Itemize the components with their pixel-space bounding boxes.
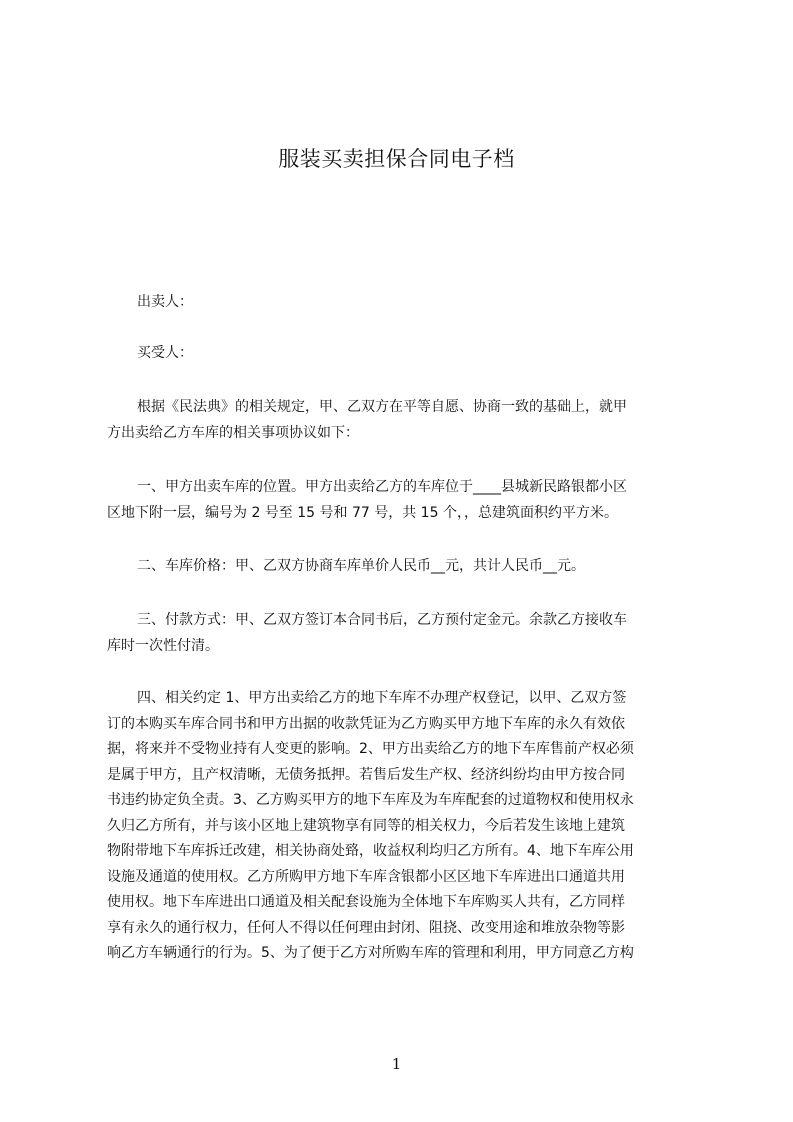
paragraph-line: 区地下附一层，编号为 2 号至 15 号和 77 号，共 15 个，，总建筑面积约平方米。 [107, 504, 618, 521]
paragraph-line: 库时一次性付清。 [107, 637, 219, 654]
intro-paragraph [107, 395, 699, 446]
paragraph-line: 久归乙方所有，并与该小区地上建筑物享有同等的相关权力，今后若发生该地上建筑 [107, 817, 625, 834]
document-title: 服装买卖担保合同电子档 [278, 147, 515, 171]
clause-1-paragraph [107, 475, 699, 526]
paragraph-line: 是属于甲方，且产权清晰，无债务抵押。若售后发生产权、经济纠纷均由甲方按合同 [107, 766, 625, 783]
paragraph-line: 二、车库价格：甲、乙双方协商车库单价人民币__元，共计人民币__元。 [137, 558, 585, 574]
clause-3-paragraph [107, 608, 699, 659]
paragraph-line: 享有永久的通行权力，任何人不得以任何理由封闭、阻挠、改变用途和堆放杂物等影 [107, 919, 625, 936]
clause-4-paragraph [107, 686, 699, 967]
seller-label: 出卖人： [137, 294, 193, 310]
paragraph-line: 响乙方车辆通行的行为。5、为了便于乙方对所购车库的管理和利用，甲方同意乙方构 [107, 945, 634, 961]
paragraph-line: 书违约协定负全责。3、乙方购买甲方的地下车库及为车库配套的过道物权和使用权永 [107, 792, 634, 808]
page-number: 1 [391, 1055, 402, 1073]
buyer-line [107, 341, 699, 367]
paragraph-line: 据，将来并不受物业持有人变更的影响。2、甲方出卖给乙方的地下车库售前产权必须 [107, 741, 634, 757]
paragraph-line: 三、付款方式：甲、乙双方签订本合同书后，乙方预付定金元。余款乙方接收车 [137, 612, 627, 628]
paragraph-line: 物附带地下车库拆迁改建，相关协商处臵，收益权利均归乙方所有。4、地下车库公用 [107, 843, 634, 859]
paragraph-line: 方出卖给乙方车库的相关事项协议如下： [107, 424, 359, 441]
seller-line [107, 290, 699, 316]
paragraph-line: 设施及通道的使用权。乙方所购甲方地下车库含银都小区区地下车库进出口通道共用 [107, 868, 625, 885]
paragraph-line: 订的本购买车库合同书和甲方出据的收款凭证为乙方购买甲方地下车库的永久有效依 [107, 715, 625, 732]
paragraph-line: 使用权。地下车库进出口通道及相关配套设施为全体地下车库购买人共有，乙方同样 [107, 894, 625, 910]
paragraph-line: 根据《民法典》的相关规定，甲、乙双方在平等自愿、协商一致的基础上，就甲 [137, 399, 627, 415]
buyer-label: 买受人： [137, 345, 193, 361]
paragraph-line: 一、甲方出卖车库的位置。甲方出卖给乙方的车库位于____县城新民路银都小区 [137, 479, 627, 495]
clause-2-paragraph [107, 554, 699, 580]
paragraph-line: 四、相关约定 1、甲方出卖给乙方的地下车库不办理产权登记，以甲、乙双方签 [137, 690, 627, 706]
